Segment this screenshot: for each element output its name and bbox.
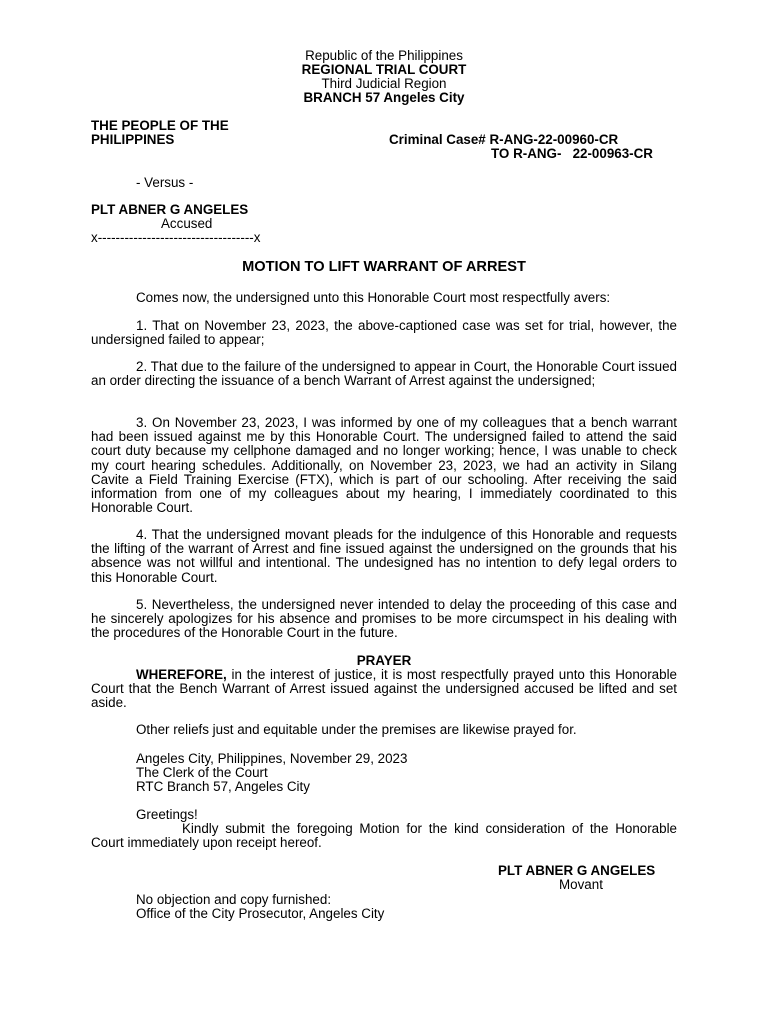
paragraph-3: 3. On November 23, 2023, I was informed by one of my colleagues that a bench warrant had been issued against me by this Honorable Court. The undersigned failed to attend the said court duty because my cellphone damaged and no longer working; hence, I was unable to check my court hearing schedules. Additionally, on November 23, 2023, we had an activity in Silang Cavite a Field Training Exercise (FTX), which is part of our schooling. After receiving the said information from one of my colleagues about my hearing, I immediately coordinated to this Honorable Court. bbox=[91, 415, 677, 516]
addressee-line-2: RTC Branch 57, Angeles City bbox=[136, 779, 310, 794]
case-number-line-2: TO R-ANG- 22-00963-CR bbox=[491, 146, 653, 161]
paragraph-5: 5. Nevertheless, the undersigned never intended to delay the proceeding of this case and he sincerely apologizes for his absence and promises to be more circumspect in his dealing with the procedures of the Honorable Court in the future. bbox=[91, 597, 677, 641]
addressee-line-1: The Clerk of the Court bbox=[136, 765, 268, 780]
other-reliefs: Other reliefs just and equitable under the premises are likewise prayed for. bbox=[136, 722, 577, 737]
paragraph-4: 4. That the undersigned movant pleads for the indulgence of this Honorable and requests the lifting of the warrant of Arrest and fine issued against the undersigned on the grounds that his absence was not willful and intentional. The undesigned has no intention to defy legal orders to this Honorable Court. bbox=[91, 527, 677, 585]
header-court: REGIONAL TRIAL COURT bbox=[301, 62, 467, 77]
accused-name: PLT ABNER G ANGELES bbox=[91, 202, 249, 217]
plaintiff-line-2: PHILIPPINES bbox=[91, 132, 175, 147]
signatory-role: Movant bbox=[559, 877, 603, 892]
caption-separator: x-----------------------------------x bbox=[91, 230, 261, 245]
prayer-heading: PRAYER bbox=[356, 653, 412, 668]
plaintiff-line-1: THE PEOPLE OF THE bbox=[91, 118, 229, 133]
accused-label: Accused bbox=[161, 216, 213, 231]
paragraph-1: 1. That on November 23, 2023, the above-captioned case was set for trial, however, the undersigned failed to appear; bbox=[91, 318, 677, 348]
submission-request: Kindly submit the foregoing Motion for the kind consideration of the Honorable Court immediately upon receipt hereof. bbox=[91, 821, 677, 851]
document-title: MOTION TO LIFT WARRANT OF ARREST bbox=[242, 259, 526, 275]
case-number-line-1: Criminal Case# R-ANG-22-00960-CR bbox=[389, 132, 619, 147]
copy-furnished-office: Office of the City Prosecutor, Angeles City bbox=[136, 906, 385, 921]
prayer-paragraph: WHEREFORE, in the interest of justice, it is most respectfully prayed unto this Honorable Court that the Bench Warrant of Arrest issued against the undersigned accused be lifted and set aside. bbox=[91, 667, 677, 711]
signatory-name: PLT ABNER G ANGELES bbox=[498, 863, 656, 878]
header-branch: BRANCH 57 Angeles City bbox=[303, 90, 465, 105]
versus: - Versus - bbox=[136, 175, 194, 190]
header-region: Third Judicial Region bbox=[321, 76, 447, 91]
copy-furnished-note: No objection and copy furnished: bbox=[136, 892, 332, 907]
intro-paragraph: Comes now, the undersigned unto this Honorable Court most respectfully avers: bbox=[136, 290, 611, 305]
header-republic: Republic of the Philippines bbox=[305, 48, 463, 63]
paragraph-2: 2. That due to the failure of the undersigned to appear in Court, the Honorable Court issued an order directing the issuance of a bench Warrant of Arrest against the undersigned; bbox=[91, 359, 677, 389]
place-date: Angeles City, Philippines, November 29, 2023 bbox=[136, 751, 408, 766]
greeting: Greetings! bbox=[136, 807, 198, 822]
